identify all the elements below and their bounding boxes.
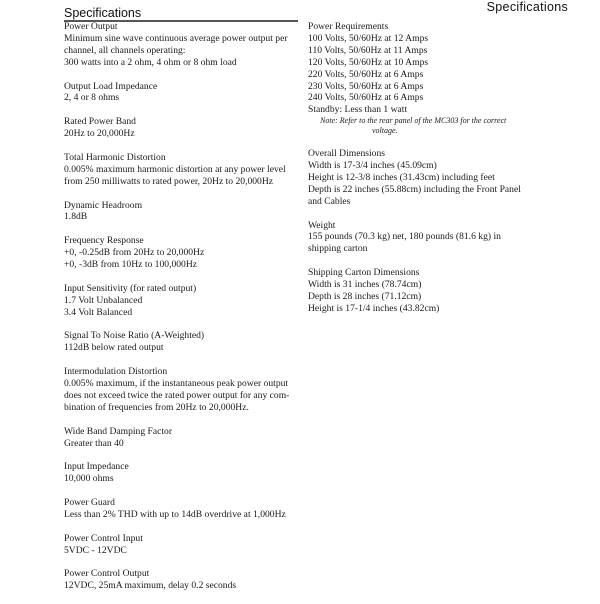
spec-line: 300 watts into a 2 ohm, 4 ohm or 8 ohm load: [64, 56, 237, 68]
spec-title: Input Impedance: [64, 461, 129, 473]
spec-line: 2, 4 or 8 ohms: [64, 92, 120, 104]
spec-power-requirements: [308, 21, 568, 136]
spec-line: 155 pounds (70.3 kg) net, 180 pounds (81.6 kg) in: [308, 231, 501, 243]
spec-line: channel, all channels operating:: [64, 44, 186, 56]
spec-weight: [308, 220, 568, 256]
spec-input-impedance: [64, 461, 300, 485]
spec-line: bination of frequencies from 20Hz to 20,000Hz.: [64, 401, 249, 413]
spec-output-load-impedance: [64, 81, 300, 105]
spec-power-control-input: [64, 533, 300, 557]
spec-line: shipping carton: [308, 243, 368, 255]
spec-line: Height is 17-1/4 inches (43.82cm): [308, 302, 440, 314]
spec-shipping-carton-dimensions: [308, 267, 568, 315]
spec-line: 20Hz to 20,000Hz: [64, 128, 135, 140]
spec-line: 0.005% maximum harmonic distortion at any power level: [64, 163, 286, 175]
spec-line: Standby: Less than 1 watt: [308, 104, 408, 116]
voltage-note-line1: Note: Refer to the rear panel of the MC303 for the correct: [320, 116, 507, 126]
left-column: [64, 21, 300, 604]
spec-line: 1.8dB: [64, 211, 88, 223]
spec-line: Height is 12-3/8 inches (31.43cm) including feet: [308, 171, 495, 183]
page-header-title: Specifications: [486, 0, 568, 14]
spec-line: 110 Volts, 50/60Hz at 11 Amps: [308, 44, 428, 56]
spec-line: Less than 2% THD with up to 14dB overdrive at 1,000Hz: [64, 508, 286, 520]
spec-title: Output Load Impedance: [64, 80, 158, 92]
spec-line: 10,000 ohms: [64, 473, 114, 485]
voltage-note-line2: voltage.: [372, 126, 398, 136]
spec-title: Frequency Response: [64, 235, 144, 247]
spec-signal-to-noise: [64, 330, 300, 354]
spec-line: Minimum sine wave continuous average power output per: [64, 32, 288, 44]
spec-title: Rated Power Band: [64, 116, 136, 128]
section-heading: Specifications: [64, 6, 142, 20]
spec-power-control-output: [64, 568, 300, 592]
spec-line: 1.7 Volt Unbalanced: [64, 294, 143, 306]
spec-line: Width is 31 inches (78.74cm): [308, 279, 422, 291]
spec-dynamic-headroom: [64, 200, 300, 224]
spec-line: 230 Volts, 50/60Hz at 6 Amps: [308, 80, 424, 92]
spec-line: 100 Volts, 50/60Hz at 12 Amps: [308, 32, 429, 44]
spec-line: 3.4 Volt Balanced: [64, 306, 133, 318]
spec-title: Overall Dimensions: [308, 148, 386, 160]
spec-frequency-response: [64, 235, 300, 271]
spec-title: Total Harmonic Distortion: [64, 151, 166, 163]
spec-title: Power Guard: [64, 497, 115, 509]
spec-line: does not exceed twice the rated power output for any com-: [64, 389, 290, 401]
spec-title: Weight: [308, 219, 336, 231]
spec-title: Power Control Output: [64, 568, 150, 580]
spec-input-sensitivity: [64, 283, 300, 319]
spec-line: +0, -0.25dB from 20Hz to 20,000Hz: [64, 247, 205, 259]
spec-title: Dynamic Headroom: [64, 199, 143, 211]
spec-title: Shipping Carton Dimensions: [308, 267, 420, 279]
spec-rated-power-band: [64, 116, 300, 140]
spec-title: Power Requirements: [308, 21, 389, 32]
spec-title: Power Output: [64, 21, 118, 32]
spec-line: 240 Volts, 50/60Hz at 6 Amps: [308, 92, 424, 104]
spec-power-guard: [64, 497, 300, 521]
spec-total-harmonic-distortion: [64, 152, 300, 188]
spec-line: +0, -3dB from 10Hz to 100,000Hz: [64, 259, 198, 271]
spec-title: Signal To Noise Ratio (A-Weighted): [64, 330, 205, 342]
spec-line: 120 Volts, 50/60Hz at 10 Amps: [308, 56, 429, 68]
spec-line: Depth is 22 inches (55.88cm) including the Front Panel: [308, 183, 521, 195]
spec-damping-factor: [64, 426, 300, 450]
spec-line: Width is 17-3/4 inches (45.09cm): [308, 160, 437, 172]
spec-line: from 250 milliwatts to rated power, 20Hz to 20,000Hz: [64, 175, 274, 187]
spec-line: and Cables: [308, 195, 351, 207]
spec-line: 220 Volts, 50/60Hz at 6 Amps: [308, 68, 424, 80]
spec-title: Input Sensitivity (for rated output): [64, 282, 197, 294]
spec-power-output: [64, 21, 300, 69]
spec-title: Intermodulation Distortion: [64, 366, 168, 378]
spec-title: Power Control Input: [64, 532, 143, 544]
spec-line: 0.005% maximum, if the instantaneous peak power output: [64, 378, 289, 390]
spec-line: 112dB below rated output: [64, 342, 164, 354]
spec-intermodulation-distortion: [64, 366, 300, 414]
spec-line: 12VDC, 25mA maximum, delay 0.2 seconds: [64, 580, 237, 592]
spec-line: 5VDC - 12VDC: [64, 544, 127, 556]
voltage-note: [308, 116, 568, 136]
right-column: [308, 21, 568, 327]
spec-line: Depth is 28 inches (71.12cm): [308, 290, 422, 302]
spec-title: Wide Band Damping Factor: [64, 425, 173, 437]
spec-line: Greater than 40: [64, 437, 124, 449]
spec-overall-dimensions: [308, 148, 568, 208]
